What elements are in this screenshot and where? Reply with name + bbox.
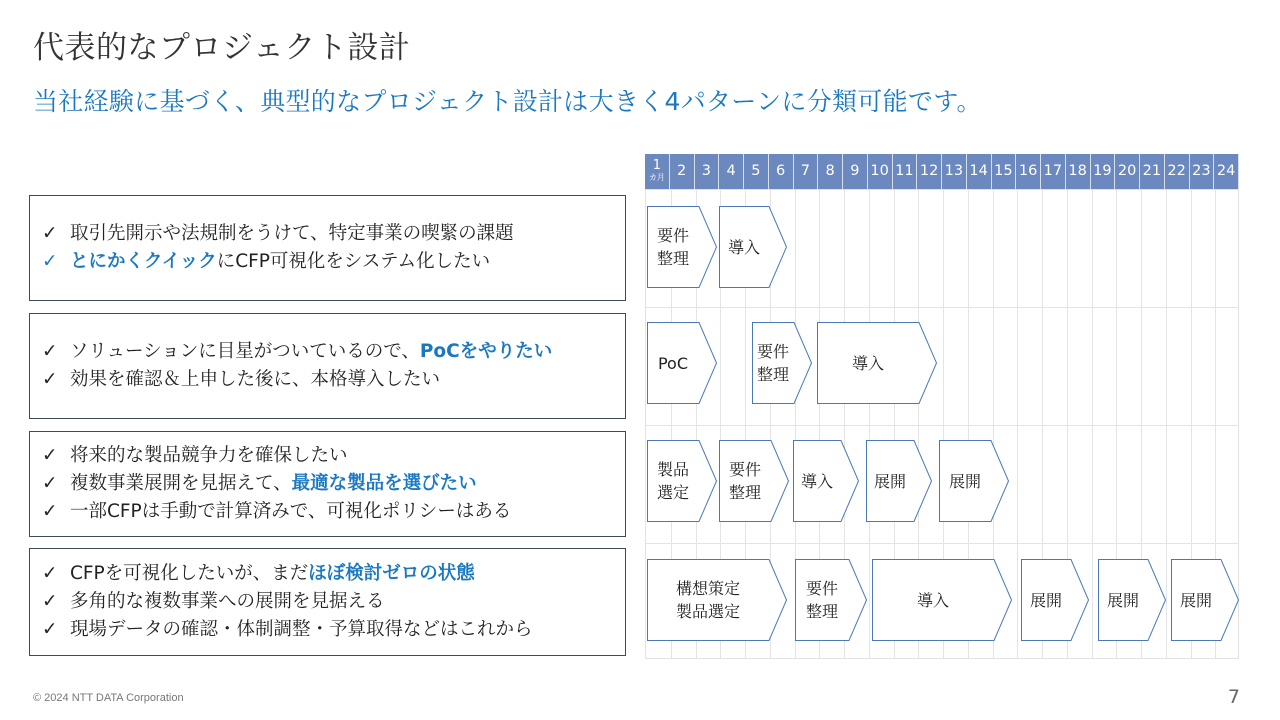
month-cell-13 (942, 154, 967, 189)
month-cell-22 (1165, 154, 1190, 189)
phase-chevron (647, 559, 787, 641)
month-cell-18 (1066, 154, 1091, 189)
requirement-text: 将来的な製品競争力を確保したい (70, 445, 348, 466)
month-label: 13 (944, 163, 964, 179)
grid-hline (646, 425, 1238, 426)
month-label: 7 (800, 163, 810, 179)
month-label: 10 (870, 163, 889, 179)
month-label: 17 (1043, 163, 1063, 179)
phase-chevron (817, 322, 937, 404)
requirement-text: 複数事業展開を見据えて、 (70, 473, 292, 494)
month-cell-15 (992, 154, 1017, 189)
requirement-text: ソリューションに目星がついているので、 (70, 341, 420, 362)
month-label: 5 (751, 163, 761, 179)
month-cell-14 (967, 154, 992, 189)
phase-label: 導入 (916, 590, 949, 610)
month-label: 6 (776, 163, 786, 179)
page-number: 7 (1227, 686, 1240, 708)
month-cell-11 (893, 154, 918, 189)
month-label: 18 (1068, 163, 1087, 179)
emphasis-text: とにかくクイック (70, 251, 217, 272)
month-cell-4 (719, 154, 744, 189)
month-label: 1 (652, 158, 662, 173)
phase-chevron (866, 440, 932, 522)
phase-label: 要件 整理 (756, 342, 789, 384)
month-cell-10 (868, 154, 893, 189)
phase-label: 製品 選定 (656, 460, 689, 502)
phase-chevron (793, 440, 859, 522)
phase-chevron (1098, 559, 1166, 641)
month-label: 8 (825, 163, 835, 179)
month-label: 19 (1093, 163, 1112, 179)
requirement-text: 効果を確認＆上申した後に、本格導入したい (70, 369, 441, 390)
month-cell-17 (1041, 154, 1066, 189)
month-label: 22 (1167, 163, 1186, 179)
requirement-line (42, 470, 625, 498)
month-cell-1 (645, 154, 670, 189)
month-label: 20 (1117, 163, 1137, 179)
requirement-line (42, 560, 625, 588)
phase-chevron (752, 322, 812, 404)
month-cell-24 (1214, 154, 1239, 189)
requirement-text: 現場データの確認・体制調整・予算取得などはこれから (70, 619, 533, 640)
month-label: 3 (701, 163, 711, 179)
requirement-line (42, 220, 625, 248)
check-icon: ✓ (42, 445, 58, 466)
phase-label: 要件 整理 (656, 226, 689, 268)
phase-chevron (1171, 559, 1239, 641)
phase-chevron (795, 559, 867, 641)
phase-chevron (939, 440, 1009, 522)
grid-hline (646, 307, 1238, 308)
month-label: 11 (895, 163, 914, 179)
check-icon: ✓ (42, 369, 58, 390)
phase-chevron (647, 322, 717, 404)
requirement-line (42, 248, 625, 276)
month-cell-21 (1140, 154, 1165, 189)
check-icon: ✓ (42, 619, 58, 640)
requirement-line (42, 338, 625, 366)
phase-label: 展開 (1106, 590, 1139, 610)
month-cell-6 (769, 154, 794, 189)
phase-label: 導入 (800, 471, 833, 491)
month-cell-2 (670, 154, 695, 189)
requirement-box-2 (29, 313, 626, 419)
phase-label: 展開 (873, 471, 906, 491)
month-label: 2 (677, 163, 687, 179)
check-icon: ✓ (42, 591, 58, 612)
phase-chevron (872, 559, 1012, 641)
month-cell-8 (818, 154, 843, 189)
requirement-line (42, 498, 625, 526)
grid-vline (1017, 190, 1018, 658)
month-label: 24 (1216, 163, 1236, 179)
phase-chevron (719, 206, 787, 288)
month-label: 9 (850, 163, 860, 179)
emphasis-text: 最適な製品を選びたい (291, 473, 477, 494)
requirement-line (42, 366, 625, 394)
month-label: 21 (1142, 163, 1162, 179)
month-cell-3 (695, 154, 720, 189)
requirement-text: 多角的な複数事業への展開を見据える (70, 591, 385, 612)
phase-chevron (647, 440, 717, 522)
phase-label: 展開 (1029, 590, 1062, 610)
month-cell-12 (917, 154, 942, 189)
phase-label: 展開 (1179, 590, 1212, 610)
check-icon: ✓ (42, 563, 58, 584)
phase-chevron (719, 440, 789, 522)
phase-chevron (647, 206, 717, 288)
phase-label: 構想策定 製品選定 (675, 579, 740, 621)
requirement-text: 一部CFPは手動で計算済みで、可視化ポリシーはある (70, 501, 512, 522)
month-label: 4 (726, 163, 736, 179)
phase-label: 導入 (851, 353, 884, 373)
phase-label: 展開 (948, 471, 981, 491)
requirement-line (42, 588, 625, 616)
month-cell-20 (1115, 154, 1140, 189)
grid-vline (869, 190, 870, 658)
grid-vline (1092, 190, 1093, 658)
phase-label: PoC (657, 353, 689, 373)
month-label: 14 (969, 163, 988, 179)
check-icon: ✓ (42, 341, 58, 362)
month-label: 12 (919, 163, 939, 179)
month-label: 15 (994, 163, 1013, 179)
month-label: 23 (1192, 163, 1211, 179)
slide-subtitle: 当社経験に基づく、典型的なプロジェクト設計は大きく4パターンに分類可能です。 (33, 87, 982, 116)
requirement-line (42, 442, 625, 470)
check-icon: ✓ (42, 501, 58, 522)
phase-label: 要件 整理 (805, 579, 838, 621)
emphasis-text: PoCをやりたい (419, 341, 553, 362)
month-cell-19 (1091, 154, 1116, 189)
requirement-box-1 (29, 195, 626, 301)
month-header (645, 154, 1239, 189)
check-icon: ✓ (42, 473, 58, 494)
month-cell-7 (794, 154, 819, 189)
check-icon: ✓ (42, 251, 58, 272)
month-cell-9 (843, 154, 868, 189)
month-cell-16 (1016, 154, 1041, 189)
requirement-line (42, 616, 625, 644)
requirement-text: 取引先開示や法規制をうけて、特定事業の喫緊の課題 (70, 223, 514, 244)
check-icon: ✓ (42, 223, 58, 244)
phase-label: 要件 整理 (728, 460, 761, 502)
timeline-chart (645, 154, 1239, 659)
grid-hline (646, 543, 1238, 544)
phase-chevron (1021, 559, 1089, 641)
requirement-text: CFPを可視化したいが、まだ (70, 563, 309, 584)
slide-title: 代表的なプロジェクト設計 (33, 30, 411, 66)
requirement-text: にCFP可視化をシステム化したい (216, 251, 491, 272)
emphasis-text: ほぼ検討ゼロの状態 (308, 563, 475, 584)
phase-label: 導入 (727, 237, 760, 257)
month-unit-label: カ月 (648, 173, 665, 182)
requirement-box-4 (29, 548, 626, 656)
month-label: 16 (1018, 163, 1038, 179)
requirement-box-3 (29, 431, 626, 537)
month-cell-23 (1190, 154, 1215, 189)
month-cell-5 (744, 154, 769, 189)
copyright-footer: © 2024 NTT DATA Corporation (33, 692, 184, 704)
